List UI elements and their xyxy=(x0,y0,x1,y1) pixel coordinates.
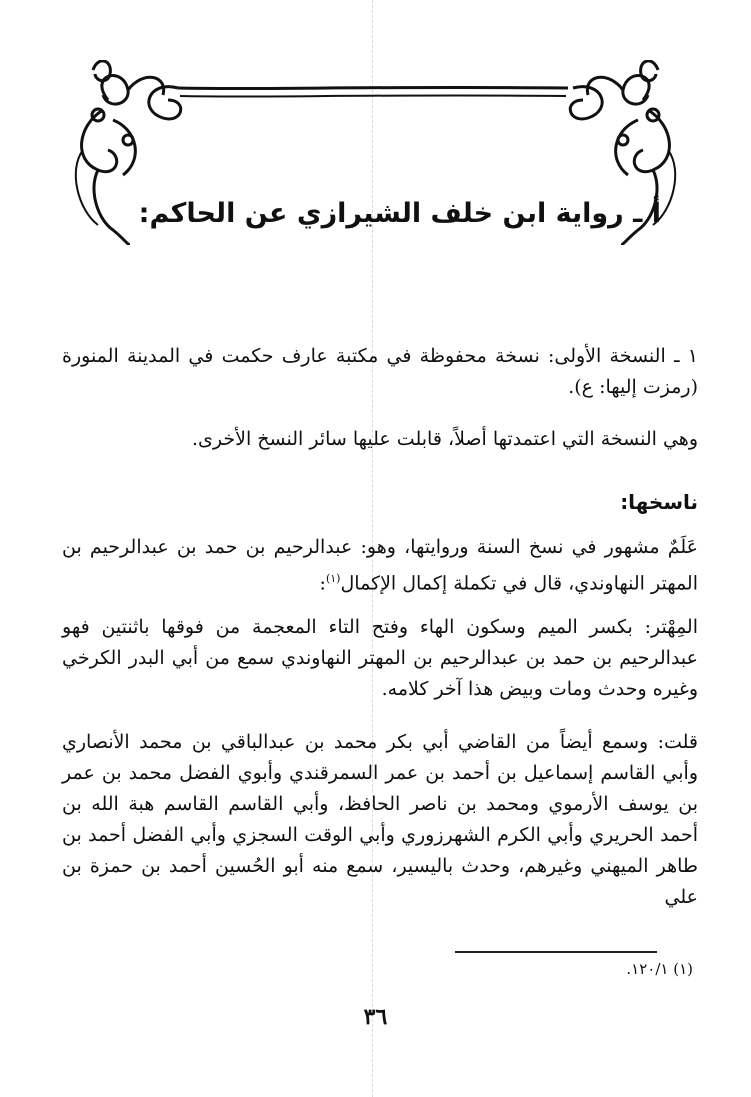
footnote-divider xyxy=(455,951,657,953)
paragraph-copyist-intro xyxy=(62,532,698,599)
page-number: ٣٦ xyxy=(363,1004,388,1030)
footnote-reference[interactable]: (١) xyxy=(325,572,341,585)
copyist-intro-end: : xyxy=(319,572,326,595)
paragraph-teachers-list: قلت: وسمع أيضاً من القاضي أبي بكر محمد بن عبدالباقي بن محمد الأنصاري وأبي القاسم إسماعيل بن أحمد بن عمر السمرقندي وأبوي الفضل محمد بن عمر بن يوسف الأرموي ومحمد بن ناصر الحافظ، وأبي القاسم القاسم هبة الله بن أحمد الحريري وأبي الكرم الشهرزوري وأبي الوقت السجزي وأبي الفضل أحمد بن طاهر الميهني وغيرهم، وحدث باليسير، سمع منه أبو الحُسين أحمد بن حمزة بن علي xyxy=(62,731,698,908)
subheading-copyist: ناسخها: xyxy=(620,490,698,514)
paragraph-base-copy: وهي النسخة التي اعتمدتها أصلاً، قابلت عليها سائر النسخ الأخرى. xyxy=(191,428,698,450)
section-title: أ ـ رواية ابن خلف الشيرازي عن الحاكم: xyxy=(138,198,661,229)
paragraph-first-manuscript: ١ ـ النسخة الأولى: نسخة محفوظة في مكتبة عارف حكمت في المدينة المنورة (رمزت إليها: ع). xyxy=(62,345,698,398)
footnote-text: (١) ١٢٠/١. xyxy=(626,960,693,978)
copyist-intro-text: عَلَمٌ مشهور في نسخ السنة وروايتها، وهو: عبدالرحيم بن حمد بن عبدالرحيم بن المهتر النهاوندي، قال في تكملة إكمال الإكمال xyxy=(62,536,698,595)
paragraph-mihtar-definition: المِهْتر: بكسر الميم وسكون الهاء وفتح التاء المعجمة من فوقها باثنتين فهو عبدالرحيم بن حمد بن عبدالرحيم بن المهتر النهاوندي سمع من أبي البدر الكرخي وغيره وحدث ومات وبيض هذا آخر كلامه. xyxy=(62,616,698,700)
